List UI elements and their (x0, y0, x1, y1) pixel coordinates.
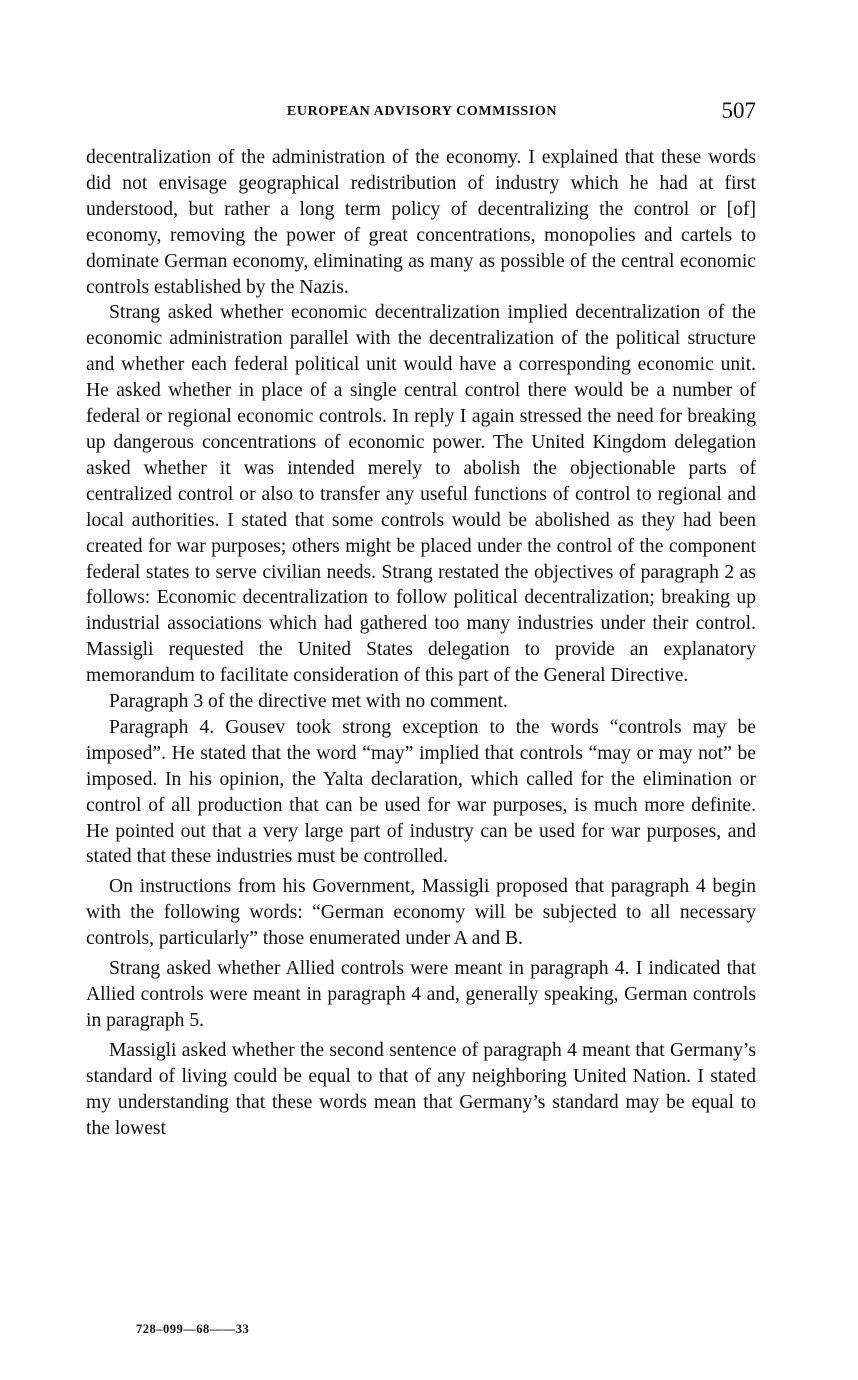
print-code-footer: 728–099—68——33 (136, 1322, 250, 1336)
paragraph-3-comment: Paragraph 3 of the directive met with no comment. (109, 691, 508, 713)
paragraph-strang-decentralization: Strang asked whether economic decentralization implied decentralization of the economic administration parallel with the decentralization of the political structure and whether each federal political unit would have a corresponding economic unit. He asked whether in place of a single central control there would be a number of federal or regional economic controls. In reply I again stressed the need for breaking up dangerous concentrations of economic power. The United Kingdom delegation asked whether it was intended merely to abolish the objectionable parts of centralized control or also to transfer any useful functions of control to regional and local authorities. I stated that some controls would be abolished as they had been created for war purposes; others might be placed under the control of the component federal states to serve civilian needs. Strang restated the objectives of paragraph 2 as follows: Economic decentralization to follow political decentralization; breaking up industrial associations which had gathered too many industries under their control. Massigli requested the United States delegation to provide an explanatory memorandum to facilitate consideration of this part of the General Directive. (86, 302, 756, 687)
body-text (86, 145, 756, 1141)
page-header (86, 98, 758, 128)
running-head: EUROPEAN ADVISORY COMMISSION (286, 104, 558, 119)
paragraph-standard-of-living: Massigli asked whether the second sentence of paragraph 4 meant that Germany’s standard of living could be equal to that of any neighboring United Nation. I stated my understanding that these words mean that Germany’s standard may be equal to the lowest (86, 1039, 756, 1139)
page-number: 507 (721, 98, 756, 123)
paragraph-massigli-proposal: On instructions from his Government, Massigli proposed that paragraph 4 begin with the following words: “German economy will be subjected to all necessary controls, particularly” those enumerated under A and B. (86, 876, 756, 950)
paragraph-4-gousev: Paragraph 4. Gousev took strong exception to the words “controls may be imposed”. He stated that the word “may” implied that controls “may or may not” be imposed. In his opinion, the Yalta declaration, which called for the elimination or control of all production that can be used for war purposes, is much more definite. He pointed out that a very large part of industry can be used for war purposes, and stated that these industries must be controlled. (86, 716, 756, 868)
paragraph-allied-controls: Strang asked whether Allied controls were meant in paragraph 4. I indicated that Allied controls were meant in paragraph 4 and, generally speaking, German controls in paragraph 5. (86, 958, 756, 1031)
paragraph-continuation: decentralization of the administration of the economy. I explained that these words did not envisage geographical redistribution of industry which he had at first understood, but rather a long term policy of decentralizing the control or [of] economy, removing the power of great concentrations, monopolies and cartels to dominate German economy, eliminating as many as possible of the central economic controls established by the Nazis. (86, 147, 756, 298)
